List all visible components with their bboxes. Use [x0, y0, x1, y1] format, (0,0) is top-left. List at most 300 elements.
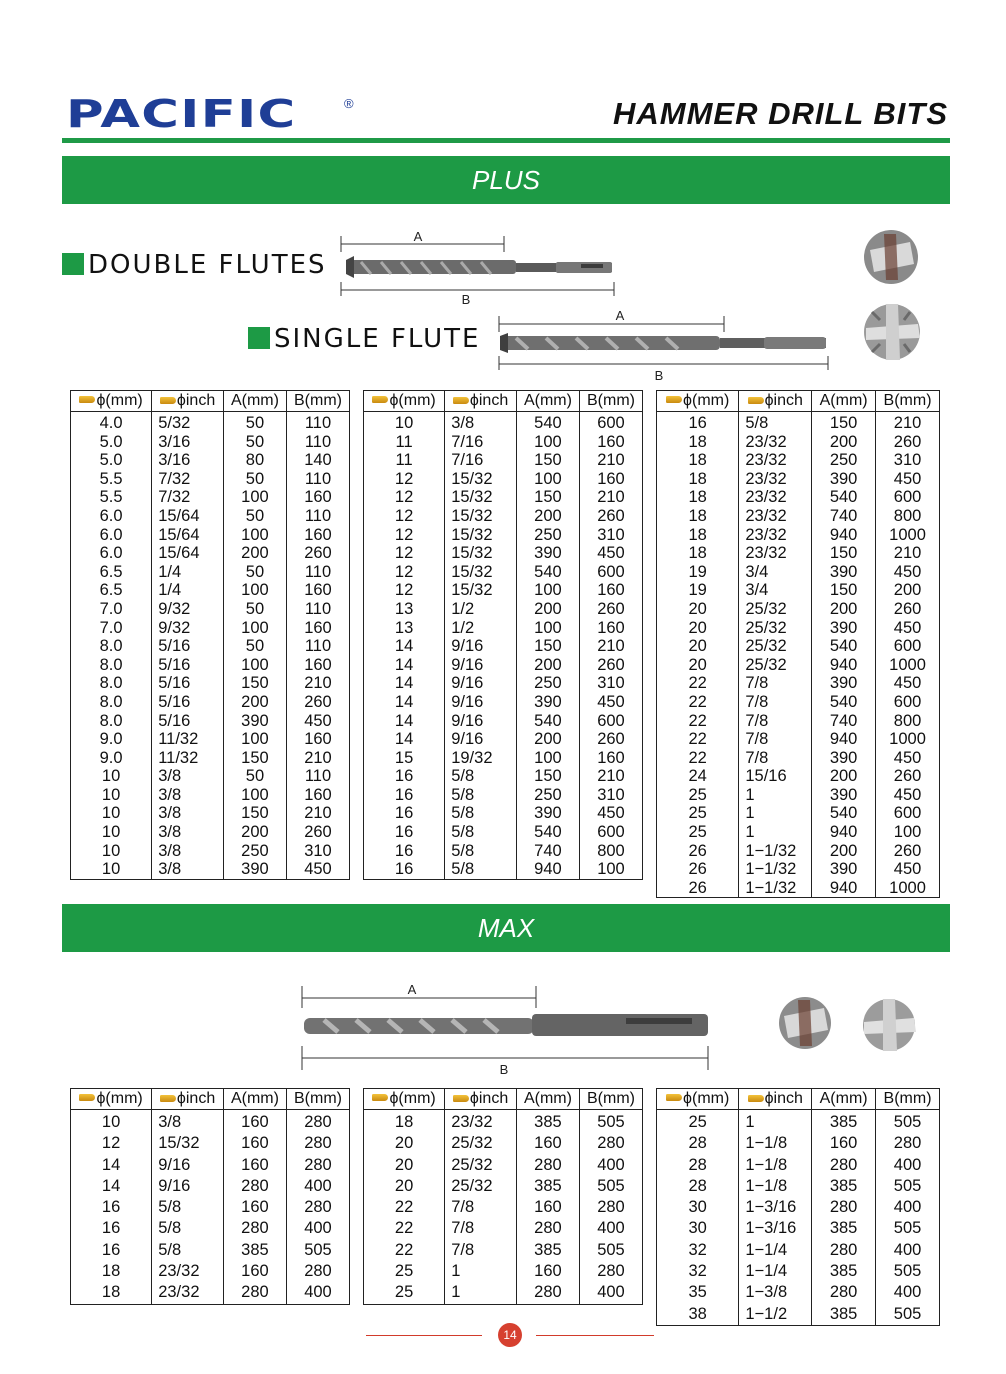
cell-diameter-mm: 20 [364, 1155, 445, 1176]
cell-a-mm: 200 [223, 544, 286, 563]
cell-a-mm: 540 [812, 693, 876, 712]
cell-b-mm: 280 [876, 1133, 940, 1154]
cell-diameter-mm: 14 [364, 712, 445, 731]
cell-diameter-mm: 25 [657, 804, 739, 823]
cell-diameter-inch: 3/8 [152, 767, 224, 786]
cell-diameter-inch: 3/4 [739, 581, 812, 600]
cell-diameter-mm: 18 [657, 488, 739, 507]
table-row [364, 749, 643, 768]
cell-diameter-mm: 14 [364, 637, 445, 656]
cell-diameter-inch: 5/8 [445, 860, 517, 879]
table-row [657, 544, 940, 563]
cell-b-mm: 505 [579, 1176, 642, 1197]
cell-b-mm: 160 [579, 470, 642, 489]
cell-diameter-inch: 23/32 [152, 1261, 224, 1282]
cell-diameter-mm: 12 [364, 470, 445, 489]
table-row [364, 1155, 643, 1176]
cell-b-mm: 400 [876, 1282, 940, 1303]
cell-diameter-mm: 4.0 [71, 412, 152, 433]
col-b-mm: B(mm) [579, 391, 642, 412]
table-row [657, 749, 940, 768]
cell-a-mm: 100 [223, 730, 286, 749]
col-diameter-mm: ϕ(mm) [364, 391, 445, 412]
cell-b-mm: 160 [286, 730, 349, 749]
cell-a-mm: 50 [223, 433, 286, 452]
cell-diameter-mm: 28 [657, 1155, 739, 1176]
cell-b-mm: 280 [286, 1155, 349, 1176]
cell-diameter-mm: 16 [71, 1197, 152, 1218]
table-row [657, 1261, 940, 1282]
drill-bit-icon [372, 396, 388, 403]
cell-diameter-inch: 15/32 [445, 507, 517, 526]
cell-diameter-mm: 35 [657, 1282, 739, 1303]
cell-diameter-inch: 1−1/32 [739, 879, 812, 898]
cell-diameter-mm: 22 [657, 693, 739, 712]
col-diameter-inch: ϕinch [445, 1089, 517, 1110]
cell-a-mm: 100 [223, 526, 286, 545]
table-row [657, 879, 940, 898]
cell-diameter-inch: 7/16 [445, 433, 517, 452]
col-a-mm: A(mm) [812, 1089, 876, 1110]
cell-a-mm: 100 [223, 656, 286, 675]
cell-diameter-mm: 14 [364, 730, 445, 749]
cell-diameter-mm: 20 [657, 600, 739, 619]
table-row [657, 526, 940, 545]
cell-diameter-inch: 5/8 [739, 412, 812, 433]
cell-a-mm: 390 [223, 860, 286, 879]
cell-a-mm: 385 [516, 1110, 579, 1134]
table-row [657, 1176, 940, 1197]
table-row [657, 1197, 940, 1218]
table-row [657, 581, 940, 600]
cell-diameter-inch: 1−3/16 [739, 1218, 812, 1239]
table-row [364, 433, 643, 452]
table-row [71, 730, 350, 749]
cell-diameter-mm: 10 [71, 842, 152, 861]
dim-b-label: B [499, 1062, 509, 1077]
drill-bit-icon [748, 397, 764, 404]
cell-b-mm: 600 [579, 712, 642, 731]
cell-diameter-inch: 23/32 [152, 1282, 224, 1304]
cell-a-mm: 50 [223, 470, 286, 489]
table-row [657, 488, 940, 507]
cell-a-mm: 100 [223, 581, 286, 600]
cell-a-mm: 280 [812, 1197, 876, 1218]
cell-diameter-inch: 7/8 [445, 1240, 517, 1261]
drill-bit-icon [160, 1095, 176, 1102]
page-number-badge: 14 [498, 1323, 522, 1347]
cell-diameter-inch: 25/32 [739, 619, 812, 638]
cell-a-mm: 540 [516, 412, 579, 433]
plus-section-band: PLUS [62, 156, 950, 204]
col-diameter-inch: ϕinch [152, 1089, 224, 1110]
table-row [71, 1282, 350, 1304]
cell-b-mm: 400 [579, 1282, 642, 1304]
table-row [657, 433, 940, 452]
page-title: HAMMER DRILL BITS [612, 96, 948, 131]
col-diameter-inch: ϕinch [152, 391, 224, 412]
cell-diameter-mm: 6.0 [71, 526, 152, 545]
cell-diameter-inch: 5/8 [445, 767, 517, 786]
table-row [71, 1218, 350, 1239]
max-spec-table-1 [70, 1088, 350, 1305]
table-row [364, 823, 643, 842]
table-row [657, 767, 940, 786]
cell-diameter-mm: 12 [364, 526, 445, 545]
max-cross-tip-image [858, 994, 920, 1056]
col-b-mm: B(mm) [876, 1089, 940, 1110]
cell-a-mm: 200 [223, 693, 286, 712]
cell-diameter-inch: 7/32 [152, 488, 224, 507]
table-row [364, 730, 643, 749]
cell-b-mm: 210 [286, 749, 349, 768]
cell-b-mm: 600 [579, 823, 642, 842]
cell-b-mm: 450 [876, 619, 940, 638]
cell-diameter-mm: 14 [71, 1155, 152, 1176]
cell-diameter-mm: 12 [364, 488, 445, 507]
cell-b-mm: 210 [876, 412, 940, 433]
cell-b-mm: 310 [579, 674, 642, 693]
cell-a-mm: 100 [516, 619, 579, 638]
cell-diameter-mm: 6.5 [71, 563, 152, 582]
col-a-mm: A(mm) [516, 1089, 579, 1110]
cell-b-mm: 160 [286, 581, 349, 600]
cell-a-mm: 940 [812, 656, 876, 675]
col-a-mm: A(mm) [223, 1089, 286, 1110]
col-diameter-mm: ϕ(mm) [71, 1089, 152, 1110]
cell-diameter-inch: 9/16 [445, 656, 517, 675]
cell-b-mm: 110 [286, 412, 349, 433]
cell-b-mm: 260 [286, 693, 349, 712]
cell-diameter-inch: 25/32 [739, 656, 812, 675]
cell-a-mm: 940 [812, 526, 876, 545]
table-row [364, 1261, 643, 1282]
cell-diameter-mm: 22 [364, 1218, 445, 1239]
cell-b-mm: 450 [579, 804, 642, 823]
drill-bit-icon [453, 397, 469, 404]
cell-diameter-mm: 18 [657, 470, 739, 489]
cell-diameter-mm: 22 [657, 674, 739, 693]
cell-diameter-inch: 1−1/32 [739, 860, 812, 879]
cell-diameter-mm: 6.5 [71, 581, 152, 600]
drill-bit-icon [160, 397, 176, 404]
footer-rule-left [366, 1335, 482, 1336]
cell-b-mm: 600 [579, 563, 642, 582]
cell-diameter-inch: 1−1/4 [739, 1261, 812, 1282]
table-row [71, 470, 350, 489]
table-row [71, 1197, 350, 1218]
cell-diameter-inch: 5/8 [445, 804, 517, 823]
table-row [364, 786, 643, 805]
drill-bit-icon [79, 1094, 95, 1101]
cell-b-mm: 280 [286, 1133, 349, 1154]
cell-b-mm: 400 [579, 1155, 642, 1176]
table-row [71, 563, 350, 582]
cell-b-mm: 110 [286, 563, 349, 582]
cell-diameter-mm: 5.5 [71, 470, 152, 489]
cell-diameter-inch: 5/16 [152, 712, 224, 731]
cell-b-mm: 260 [876, 600, 940, 619]
cell-b-mm: 400 [876, 1240, 940, 1261]
cell-a-mm: 280 [516, 1155, 579, 1176]
cell-a-mm: 390 [516, 544, 579, 563]
cell-diameter-inch: 5/8 [445, 823, 517, 842]
table-header-row [71, 391, 350, 412]
table-row [71, 693, 350, 712]
table-row [657, 1133, 940, 1154]
table-row [364, 451, 643, 470]
table-row [71, 860, 350, 879]
table-row [364, 1197, 643, 1218]
cell-diameter-inch: 15/32 [445, 526, 517, 545]
cell-a-mm: 150 [223, 804, 286, 823]
col-diameter-mm: ϕ(mm) [71, 391, 152, 412]
cell-b-mm: 450 [579, 693, 642, 712]
cell-b-mm: 260 [579, 507, 642, 526]
cell-a-mm: 385 [812, 1110, 876, 1134]
cell-a-mm: 160 [223, 1197, 286, 1218]
cell-diameter-mm: 22 [364, 1240, 445, 1261]
cell-diameter-mm: 5.0 [71, 451, 152, 470]
cell-diameter-inch: 15/32 [445, 488, 517, 507]
cell-b-mm: 160 [286, 488, 349, 507]
table-row [71, 581, 350, 600]
cell-diameter-mm: 20 [657, 619, 739, 638]
cell-diameter-inch: 1/4 [152, 563, 224, 582]
cell-a-mm: 150 [812, 544, 876, 563]
table-row [71, 1155, 350, 1176]
table-row [657, 600, 940, 619]
single-flute-label: SINGLE FLUTE [274, 324, 481, 354]
cell-diameter-inch: 5/8 [152, 1218, 224, 1239]
plus-spec-table-1 [70, 390, 350, 880]
cell-b-mm: 1000 [876, 730, 940, 749]
cell-b-mm: 400 [286, 1176, 349, 1197]
cell-a-mm: 385 [812, 1261, 876, 1282]
cell-a-mm: 390 [812, 563, 876, 582]
plus-spec-table-3 [656, 390, 940, 898]
cell-a-mm: 385 [516, 1240, 579, 1261]
cell-diameter-inch: 1−3/8 [739, 1282, 812, 1303]
cell-diameter-mm: 20 [364, 1176, 445, 1197]
table-row [364, 1110, 643, 1134]
cell-b-mm: 280 [286, 1197, 349, 1218]
cell-b-mm: 400 [286, 1218, 349, 1239]
table-row [364, 544, 643, 563]
table-row [364, 674, 643, 693]
cell-diameter-inch: 15/32 [445, 544, 517, 563]
cell-diameter-inch: 9/16 [445, 674, 517, 693]
cell-a-mm: 150 [223, 674, 286, 693]
cell-diameter-mm: 5.0 [71, 433, 152, 452]
cell-diameter-inch: 25/32 [739, 600, 812, 619]
cell-diameter-mm: 14 [364, 693, 445, 712]
cell-diameter-mm: 8.0 [71, 637, 152, 656]
cell-a-mm: 540 [812, 804, 876, 823]
cell-a-mm: 390 [812, 860, 876, 879]
cell-a-mm: 160 [516, 1133, 579, 1154]
table-row [71, 488, 350, 507]
cell-diameter-inch: 23/32 [739, 507, 812, 526]
drill-bit-icon [79, 396, 95, 403]
brand-logo: PACIFIC [66, 92, 297, 136]
cell-diameter-mm: 14 [71, 1176, 152, 1197]
table-row [71, 619, 350, 638]
table-row [71, 842, 350, 861]
cell-a-mm: 160 [223, 1261, 286, 1282]
cell-a-mm: 160 [812, 1133, 876, 1154]
cell-diameter-mm: 26 [657, 842, 739, 861]
cell-diameter-inch: 7/8 [445, 1218, 517, 1239]
cell-diameter-inch: 15/32 [445, 581, 517, 600]
cell-a-mm: 740 [812, 507, 876, 526]
cell-diameter-inch: 25/32 [445, 1155, 517, 1176]
table-row [364, 412, 643, 433]
table-row [657, 860, 940, 879]
double-flute-tip-image [860, 226, 922, 288]
cell-diameter-inch: 23/32 [739, 544, 812, 563]
cell-b-mm: 600 [579, 412, 642, 433]
cell-b-mm: 160 [286, 619, 349, 638]
cell-diameter-mm: 14 [364, 674, 445, 693]
cell-diameter-mm: 10 [71, 804, 152, 823]
cell-diameter-mm: 9.0 [71, 749, 152, 768]
table-row [364, 1133, 643, 1154]
col-a-mm: A(mm) [516, 391, 579, 412]
cell-a-mm: 160 [223, 1155, 286, 1176]
double-flutes-heading [62, 250, 327, 280]
cell-b-mm: 110 [286, 767, 349, 786]
cell-diameter-inch: 15/64 [152, 526, 224, 545]
cell-diameter-inch: 5/8 [152, 1197, 224, 1218]
cell-b-mm: 260 [579, 730, 642, 749]
table-header-row [657, 1089, 940, 1110]
dim-a-label: A [407, 982, 417, 997]
cell-b-mm: 310 [579, 786, 642, 805]
col-diameter-inch: ϕinch [445, 391, 517, 412]
col-diameter-mm: ϕ(mm) [657, 391, 739, 412]
cell-b-mm: 1000 [876, 656, 940, 675]
cell-diameter-mm: 16 [364, 860, 445, 879]
green-square-icon [62, 253, 84, 275]
table-row [71, 1110, 350, 1134]
cell-b-mm: 600 [876, 804, 940, 823]
cell-diameter-inch: 7/8 [739, 712, 812, 731]
cell-diameter-mm: 13 [364, 619, 445, 638]
table-row [657, 1240, 940, 1261]
cell-b-mm: 450 [579, 544, 642, 563]
cell-a-mm: 50 [223, 507, 286, 526]
cell-b-mm: 200 [876, 581, 940, 600]
table-row [364, 1282, 643, 1304]
cell-a-mm: 280 [516, 1218, 579, 1239]
table-row [657, 637, 940, 656]
table-row [364, 767, 643, 786]
cell-a-mm: 390 [812, 674, 876, 693]
table-row [71, 749, 350, 768]
cell-diameter-inch: 15/32 [445, 470, 517, 489]
table-row [71, 507, 350, 526]
cell-a-mm: 385 [812, 1304, 876, 1326]
cell-diameter-mm: 11 [364, 433, 445, 452]
max-chisel-tip-image [776, 994, 834, 1052]
cell-diameter-mm: 12 [364, 507, 445, 526]
table-row [364, 507, 643, 526]
cell-a-mm: 385 [812, 1218, 876, 1239]
table-row [657, 1304, 940, 1326]
cell-diameter-mm: 8.0 [71, 674, 152, 693]
cell-diameter-mm: 22 [657, 730, 739, 749]
cell-diameter-inch: 9/16 [445, 637, 517, 656]
cell-diameter-inch: 5/8 [445, 842, 517, 861]
table-header-row [364, 391, 643, 412]
cell-a-mm: 200 [812, 600, 876, 619]
cell-b-mm: 160 [579, 433, 642, 452]
cell-b-mm: 280 [286, 1261, 349, 1282]
table-row [71, 1261, 350, 1282]
dim-b-label: B [461, 292, 471, 307]
cell-diameter-inch: 5/16 [152, 637, 224, 656]
table-row [657, 451, 940, 470]
table-row [71, 526, 350, 545]
cell-a-mm: 80 [223, 451, 286, 470]
double-flute-drill-diagram [336, 226, 626, 308]
cell-a-mm: 280 [812, 1155, 876, 1176]
table-row [657, 712, 940, 731]
cell-diameter-inch: 7/8 [739, 749, 812, 768]
single-flute-heading [248, 324, 480, 354]
cell-b-mm: 160 [579, 581, 642, 600]
table-row [71, 637, 350, 656]
cell-diameter-inch: 5/32 [152, 412, 224, 433]
cell-diameter-mm: 26 [657, 860, 739, 879]
cell-b-mm: 400 [876, 1155, 940, 1176]
cell-diameter-inch: 3/8 [152, 823, 224, 842]
cell-diameter-inch: 11/32 [152, 730, 224, 749]
table-row [657, 804, 940, 823]
green-square-icon [248, 327, 270, 349]
cell-a-mm: 390 [812, 470, 876, 489]
cell-a-mm: 100 [223, 786, 286, 805]
table-row [71, 656, 350, 675]
cell-b-mm: 310 [286, 842, 349, 861]
cell-a-mm: 100 [516, 433, 579, 452]
table-row [657, 1282, 940, 1303]
cell-a-mm: 150 [516, 637, 579, 656]
plus-spec-table-2 [363, 390, 643, 880]
cell-diameter-mm: 10 [364, 412, 445, 433]
cell-a-mm: 200 [516, 600, 579, 619]
table-row [657, 842, 940, 861]
cell-diameter-mm: 24 [657, 767, 739, 786]
cell-diameter-mm: 6.0 [71, 507, 152, 526]
table-row [657, 470, 940, 489]
cell-b-mm: 260 [876, 433, 940, 452]
col-b-mm: B(mm) [286, 391, 349, 412]
cell-diameter-mm: 16 [364, 786, 445, 805]
col-diameter-mm: ϕ(mm) [657, 1089, 739, 1110]
cell-a-mm: 50 [223, 767, 286, 786]
cell-diameter-mm: 38 [657, 1304, 739, 1326]
cell-a-mm: 100 [516, 470, 579, 489]
table-row [364, 1176, 643, 1197]
cell-a-mm: 150 [812, 581, 876, 600]
cell-a-mm: 250 [516, 674, 579, 693]
table-row [364, 804, 643, 823]
table-row [71, 1240, 350, 1261]
cell-a-mm: 390 [812, 749, 876, 768]
cell-diameter-inch: 15/16 [739, 767, 812, 786]
